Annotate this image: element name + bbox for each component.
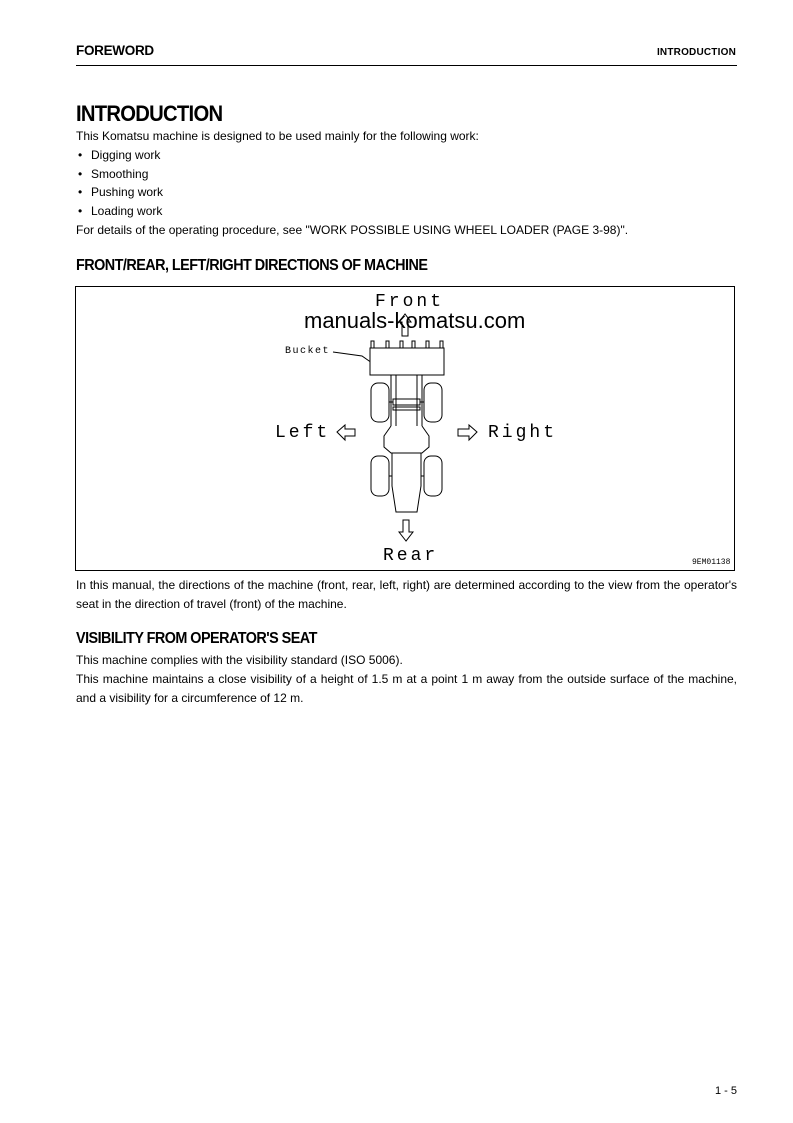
label-bucket: Bucket: [285, 346, 331, 357]
bullet-icon: •: [78, 204, 83, 218]
front-right-wheel: [424, 383, 442, 422]
visibility-heading: VISIBILITY FROM OPERATOR'S SEAT: [76, 630, 317, 647]
visibility-description: This machine maintains a close visibility of a height of 1.5 m at a point 1 m away from the outside surface of the machine, and a visibility for a circumference of 12 m.: [76, 672, 737, 705]
left-arrow-icon: [337, 425, 355, 440]
work-item: Digging work: [91, 148, 161, 162]
label-right: Right: [488, 423, 558, 443]
label-front: Front: [375, 292, 445, 312]
visibility-standard: This machine complies with the visibility standard (ISO 5006).: [76, 653, 403, 667]
front-left-wheel: [371, 383, 389, 422]
directions-note: In this manual, the directions of the machine (front, rear, left, right) are determined according to the view from the operator's seat in the direction of travel (front) of the machine.: [76, 578, 737, 611]
rear-frame: [392, 453, 421, 512]
figure-code: 9EM01138: [692, 558, 731, 567]
header-chapter-title: INTRODUCTION: [656, 47, 736, 58]
intro-lead: This Komatsu machine is designed to be used mainly for the following work:: [76, 129, 479, 143]
work-item: Smoothing: [91, 167, 149, 181]
rear-arrow-icon: [399, 520, 413, 541]
rear-left-wheel: [371, 456, 389, 496]
page-title: INTRODUCTION: [76, 101, 223, 126]
bucket-shape: [370, 348, 444, 375]
page-number: 1 - 5: [714, 1085, 737, 1097]
watermark-text: manuals-komatsu.com: [304, 308, 526, 333]
right-arrow-icon: [458, 425, 477, 440]
header-section-title: FOREWORD: [76, 43, 154, 58]
label-rear: Rear: [383, 546, 439, 566]
work-item: Loading work: [91, 204, 163, 218]
work-item: Pushing work: [91, 185, 164, 199]
directions-heading: FRONT/REAR, LEFT/RIGHT DIRECTIONS OF MACHINE: [76, 257, 428, 274]
bullet-icon: •: [78, 167, 83, 181]
bucket-teeth: [371, 341, 443, 348]
intro-details-reference: For details of the operating procedure, see "WORK POSSIBLE USING WHEEL LOADER (PAGE 3-98)".: [76, 223, 629, 237]
rear-right-wheel: [424, 456, 442, 496]
front-frame: [391, 375, 422, 426]
bucket-leader-line: [333, 352, 372, 363]
bullet-icon: •: [78, 185, 83, 199]
articulation-joint: [384, 426, 429, 453]
label-left: Left: [275, 423, 331, 443]
bullet-icon: •: [78, 148, 83, 162]
